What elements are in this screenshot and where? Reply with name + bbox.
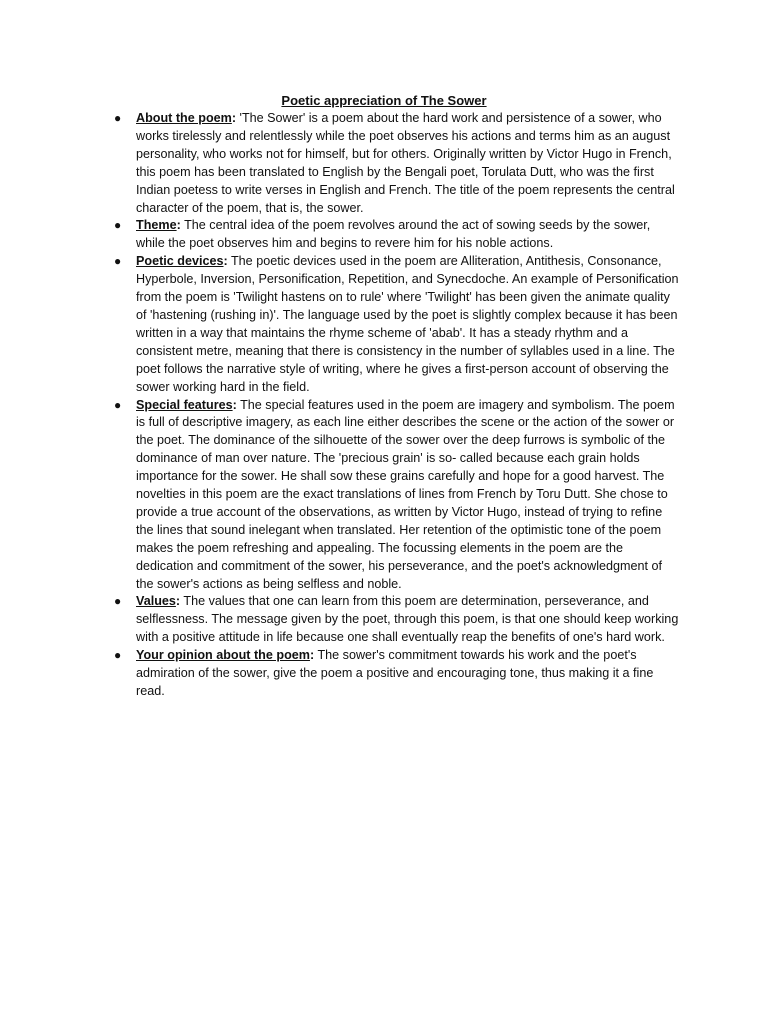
list-item-special-features bbox=[114, 397, 681, 594]
list-item-your-opinion bbox=[114, 647, 681, 701]
item-label-separator: : bbox=[175, 594, 181, 609]
bullet-icon: ● bbox=[114, 594, 122, 609]
item-label-text: Values bbox=[136, 594, 176, 609]
item-text: The values that one can learn from this poem are determination, perseverance, and selflessness. The message given by the poet, through this poem, is that one should keep working with a positive attitude in life because one shall eventually reap the benefits of one's hard work. bbox=[136, 594, 679, 645]
item-text: The central idea of the poem revolves around the act of sowing seeds by the sower, while the poet observes him and begins to revere him for his noble actions. bbox=[136, 218, 651, 251]
bullet-icon: ● bbox=[114, 254, 122, 269]
bullet-list bbox=[114, 110, 681, 701]
item-label-text: About the poem bbox=[136, 111, 232, 125]
bullet-icon: ● bbox=[114, 648, 122, 663]
list-item-poetic-devices bbox=[114, 253, 681, 396]
item-label bbox=[136, 254, 228, 268]
bullet-icon: ● bbox=[114, 397, 122, 412]
item-text: The poetic devices used in the poem are Alliteration, Antithesis, Consonance, Hyperbole, Inversion, Personification, Repetition, and Synecdoche. An example of Personification from the poem is 'Twilight hastens on to rule' where 'Twilight' has been given the animate quality of 'hastening (rushing in)'. The language used by the poet is slightly complex because it has been written in a way that maintains the rhyme scheme of 'abab'. It has a steady rhythm and a consistent metre, meaning that there is consistency in the number of syllables used in a line. The poet follows the narrative style of writing, where he gives a first-person account of observing the sower working hard in the field. bbox=[136, 254, 679, 394]
page-title: Poetic appreciation of The Sower bbox=[281, 93, 487, 108]
bullet-icon: ● bbox=[114, 111, 122, 125]
list-item-about-the-poem bbox=[114, 110, 681, 217]
list-item-theme bbox=[114, 217, 681, 253]
item-label bbox=[136, 594, 180, 608]
item-label-text: Your opinion about the poem bbox=[136, 648, 310, 663]
item-label bbox=[136, 648, 314, 662]
item-label bbox=[136, 218, 181, 232]
list-item-values bbox=[114, 593, 681, 647]
item-label-separator: : bbox=[309, 648, 315, 663]
item-label-separator: : bbox=[223, 254, 228, 269]
item-label-text: Theme bbox=[136, 218, 177, 233]
item-label bbox=[136, 111, 236, 125]
item-text: The special features used in the poem are imagery and symbolism. The poem is full of descriptive imagery, as each line either describes the scene or the action of the sower or the poet. The dominance of the silhouette of the sower over the deep furrows is symbolic of the dominance of man over nature. The 'precious grain' is so- called because each grain holds importance for the sower. He shall sow these grains carefully and hope for a good harvest. The novelties in this poem are the exact translations of lines from French by Toru Dutt. She chose to provide a true account of the observations, as written by Victor Hugo, instead of trying to refine the lines that sound inelegant when translated. Her retention of the optimistic tone of the poem makes the poem refreshing and appealing. The focussing elements in the poem are the dedication and commitment of the sower, his perseverance, and the poet's acknowledgment of the sower's actions as being selfless and noble. bbox=[136, 397, 675, 591]
item-text: The sower's commitment towards his work and the poet's admiration of the sower, give the poem a positive and encouraging tone, thus making it a fine read. bbox=[136, 648, 654, 698]
item-text: 'The Sower' is a poem about the hard work and persistence of a sower, who works tirelessly and relentlessly while the poet observes his actions and terms him as an august personality, who works not for himself, but for others. Originally written by Victor Hugo in French, this poem has been translated to English by the Bengali poet, Torulata Dutt, who was the first Indian poetess to write verses in English and French. The title of the poem represents the central character of the poem, that is, the sower. bbox=[136, 111, 675, 215]
bullet-icon: ● bbox=[114, 218, 122, 233]
item-label-text: Poetic devices bbox=[136, 254, 224, 269]
item-label-separator: : bbox=[176, 218, 181, 233]
item-label-separator: : bbox=[232, 397, 237, 412]
item-label-separator: : bbox=[231, 111, 237, 125]
item-label bbox=[136, 398, 237, 412]
item-label-text: Special features bbox=[136, 397, 233, 412]
